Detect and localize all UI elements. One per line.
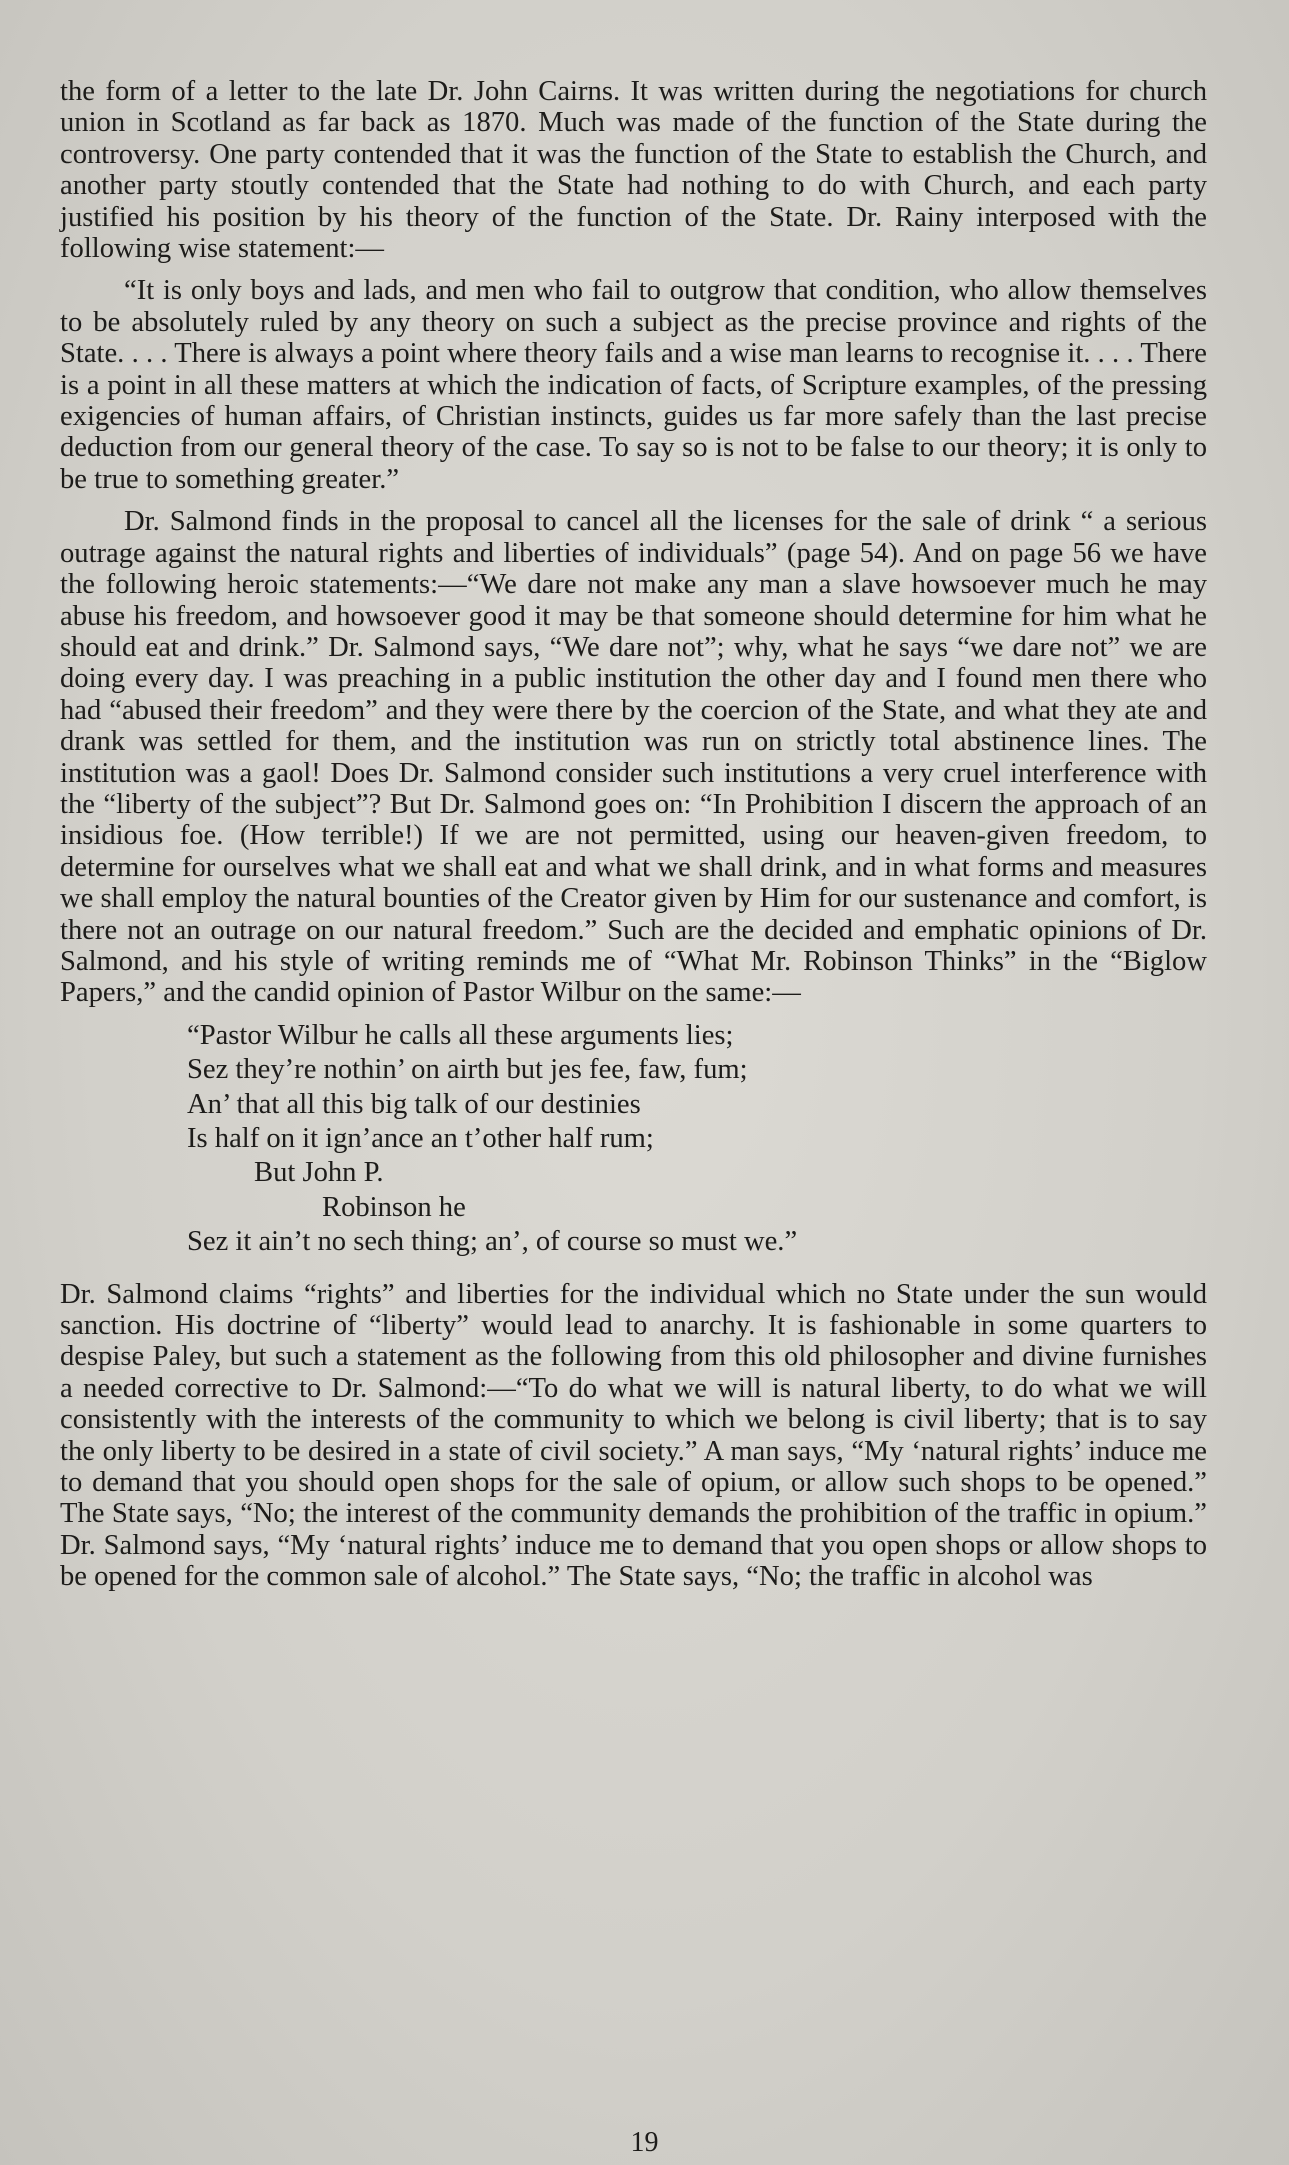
paragraph-paley-liberty: Dr. Salmond claims “rights” and liberties for the individual which no State under the sun would sanction. His doctrine of “liberty” would lead to anarchy. It is fashionable in some quarters to despise Paley, but such a statement as the following from this old philosopher and divine furnishes a needed corrective to Dr. Salmond:—“To do what we will is natural liberty, to do what we will consistently with the interests of the community to which we belong is civil liberty; that is to say the only liberty to be desired in a state of civil society.” A man says, “My ‘natural rights’ induce me to demand that you should open shops for the sale of opium, or allow such shops to be opened.” The State says, “No; the interest of the community demands the prohibition of the traffic in opium.” Dr. Salmond says, “My ‘natural rights’ induce me to demand that you open shops or allow shops to be opened for the common sale of alcohol.” The State says, “No; the traffic in alcohol was: [60, 1278, 1207, 1593]
verse-line: “Pastor Wilbur he calls all these arguments lies;: [187, 1019, 734, 1051]
verse-line: But John P.: [254, 1157, 384, 1189]
verse-line: Sez it ain’t no sech thing; an’, of course so must we.”: [187, 1226, 798, 1258]
verse-line: Robinson he: [322, 1191, 466, 1223]
paragraph-rainy-letter: the form of a letter to the late Dr. John Cairns. It was written during the negotiations for church union in Scotland as far back as 1870. Much was made of the function of the State during the controversy. One party contended that it was the function of the State to establish the Church, and another party stoutly contended that the State had nothing to do with Church, and each party justified his position by his theory of the function of the State. Dr. Rainy interposed with the following wise statement:—: [60, 76, 1207, 265]
verse-line: Is half on it ign’ance an t’other half rum;: [187, 1123, 654, 1154]
verse-line: Sez they’re nothin’ on airth but jes fee, faw, fum;: [187, 1054, 748, 1086]
verse-line: An’ that all this big talk of our destinies: [187, 1088, 641, 1120]
paragraph-rainy-quotation: “It is only boys and lads, and men who fail to outgrow that condition, who allow themselves to be absolutely ruled by any theory on such a subject as the precise province and rights of the State. . . . There is always a point where theory fails and a wise man learns to recognise it. . . . There is a point in all these matters at which the indication of facts, of Scripture examples, of the pressing exigencies of human affairs, of Christian instincts, guides us far more safely than the last precise deduction from our general theory of the case. To say so is not to be false to our theory; it is only to be true to something greater.”: [60, 275, 1207, 495]
paragraph-salmond-liberty: Dr. Salmond finds in the proposal to cancel all the licenses for the sale of drink “ a serious outrage against the natural rights and liberties of individuals” (page 54). And on page 56 we have the following heroic statements:—“We dare not make any man a slave howsoever much he may abuse his freedom, and howsoever good it may be that someone should determine for him what he should eat and drink.” Dr. Salmond says, “We dare not”; why, what he says “we dare not” we are doing every day. I was preaching in a public institution the other day and I found men there who had “abused their freedom” and they were there by the coercion of the State, and what they ate and drank was settled for them, and the institution was run on strictly total abstinence lines. The institution was a gaol! Does Dr. Salmond consider such institutions a very cruel interference with the “liberty of the subject”? But Dr. Salmond goes on: “In Prohibition I discern the approach of an insidious foe. (How terrible!) If we are not permitted, using our heaven-given freedom, to determine for ourselves what we shall eat and what we shall drink, and in what forms and measures we shall employ the natural bounties of the Creator given by Him for our sustenance and comfort, is there not an outrage on our natural freedom.” Such are the decided and emphatic opinions of Dr. Salmond, and his style of writing reminds me of “What Mr. Robinson Thinks” in the “Biglow Papers,” and the candid opinion of Pastor Wilbur on the same:—: [60, 506, 1207, 1009]
biglow-papers-verse: [187, 1019, 1207, 1260]
page-number: 19: [630, 2127, 659, 2158]
